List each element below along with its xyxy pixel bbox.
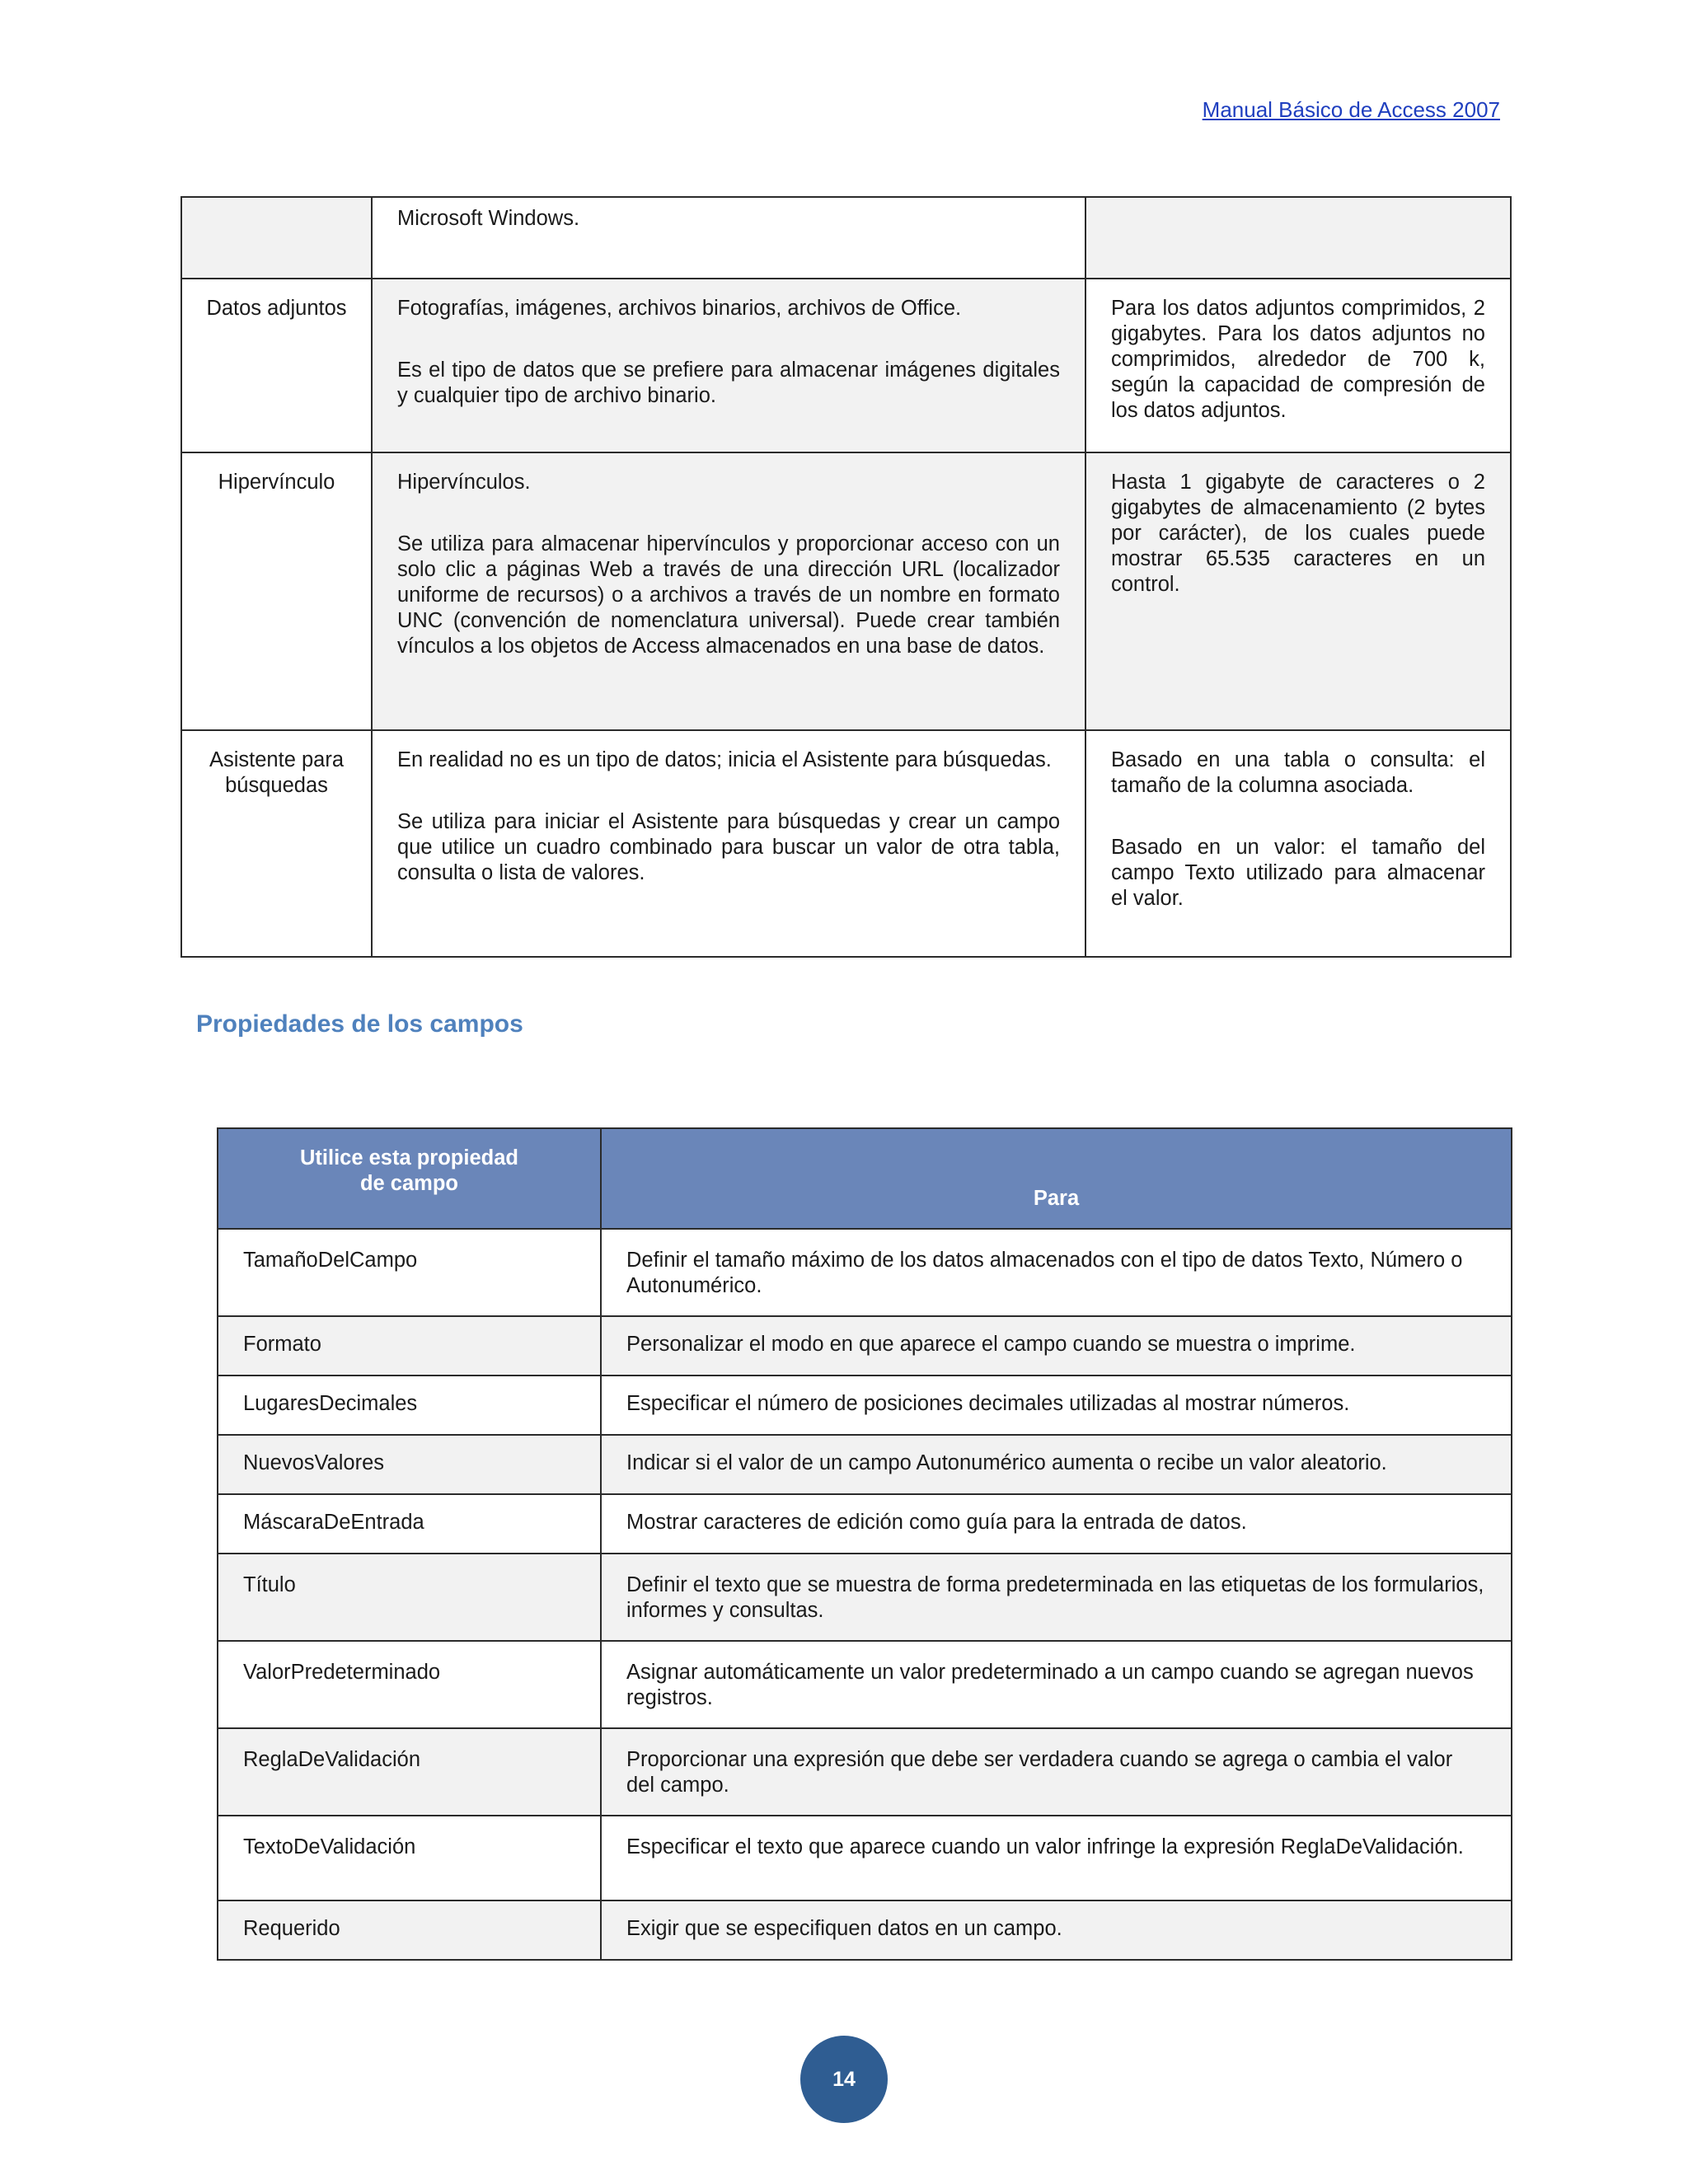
data-type-cell: Asistente para búsquedas [181,730,372,957]
description-paragraph: En realidad no es un tipo de datos; inicia el Asistente para búsquedas. [397,748,1052,771]
header-line: Utilice esta propiedad [300,1146,518,1169]
field-properties-table [217,1127,1512,1961]
property-name-cell: LugaresDecimales [218,1376,601,1435]
property-name-cell: TextoDeValidación [218,1816,601,1900]
data-type-cell: Datos adjuntos [181,279,372,452]
header-manual-title-link[interactable]: Manual Básico de Access 2007 [1202,97,1500,122]
description-paragraph: Se utiliza para almacenar hipervínculos y proporcionar acceso con un solo clic a páginas Web a través de una dirección URL (localizador uniforme de recursos) o a archivos a través de un nombre en formato UNC (convención de nomenclatura universal). Puede crear también vínculos a los objetos de Access almacenados en una base de datos. [397,532,1060,658]
size-paragraph: Basado en un valor: el tamaño del campo Texto utilizado para almacenar el valor. [1111,836,1485,910]
table-row [218,1554,1512,1641]
description-paragraph: Fotografías, imágenes, archivos binarios, archivos de Office. [397,297,962,320]
property-purpose-cell: Mostrar caracteres de edición como guía para la entrada de datos. [601,1494,1512,1554]
property-purpose-cell: Indicar si el valor de un campo Autonumérico aumenta o recibe un valor aleatorio. [601,1435,1512,1494]
table-row [218,1229,1512,1316]
property-purpose-cell: Proporcionar una expresión que debe ser verdadera cuando se agrega o cambia el valor del campo. [601,1728,1512,1816]
description-paragraph: Hipervínculos. [397,471,531,494]
table-row [218,1494,1512,1554]
table-row [218,1816,1512,1900]
table-row [181,279,1511,452]
description-paragraph: Se utiliza para iniciar el Asistente para búsquedas y crear un campo que utilice un cuadro combinado para buscar un valor de otra tabla, consulta o lista de valores. [397,810,1060,884]
column-header-purpose: Para [601,1128,1512,1229]
data-type-description-cell [372,452,1085,730]
size-paragraph: Para los datos adjuntos comprimidos, 2 gigabytes. Para los datos adjuntos no comprimidos, alrededor de 700 k, según la capacidad de compresión de los datos adjuntos. [1111,297,1485,422]
table-row [218,1900,1512,1960]
table-row [218,1641,1512,1728]
table-row [218,1316,1512,1376]
size-paragraph: Basado en una tabla o consulta: el tamaño de la columna asociada. [1111,748,1485,797]
table-row [181,197,1511,279]
section-heading: Propiedades de los campos [196,1010,523,1038]
table-row [218,1728,1512,1816]
table-row [181,452,1511,730]
table-row [181,730,1511,957]
page-number: 14 [832,2067,856,2091]
data-type-size-cell [1085,197,1511,279]
data-type-cell [181,197,372,279]
data-type-description-cell [372,279,1085,452]
property-name-cell: Título [218,1554,601,1641]
size-paragraph: Hasta 1 gigabyte de caracteres o 2 gigabytes de almacenamiento (2 bytes por carácter), de los cuales puede mostrar 65.535 caracteres en un control. [1111,471,1485,596]
property-purpose-cell: Especificar el texto que aparece cuando un valor infringe la expresión ReglaDeValidación. [601,1816,1512,1900]
column-header-property [218,1128,601,1229]
table-row [218,1435,1512,1494]
property-purpose-cell: Personalizar el modo en que aparece el campo cuando se muestra o imprime. [601,1316,1512,1376]
table-row [218,1376,1512,1435]
description-paragraph: Microsoft Windows. [397,207,580,230]
data-type-size-cell [1085,279,1511,452]
property-name-cell: Formato [218,1316,601,1376]
property-purpose-cell: Asignar automáticamente un valor predeterminado a un campo cuando se agregan nuevos registros. [601,1641,1512,1728]
property-name-cell: MáscaraDeEntrada [218,1494,601,1554]
table-header-row [218,1128,1512,1229]
property-name-cell: Requerido [218,1900,601,1960]
property-name-cell: TamañoDelCampo [218,1229,601,1316]
page-number-badge [800,2036,888,2123]
property-name-cell: NuevosValores [218,1435,601,1494]
data-type-description-cell [372,197,1085,279]
property-purpose-cell: Especificar el número de posiciones decimales utilizadas al mostrar números. [601,1376,1512,1435]
data-type-cell: Hipervínculo [181,452,372,730]
data-type-size-cell [1085,452,1511,730]
data-types-table [181,196,1512,958]
data-type-size-cell [1085,730,1511,957]
property-purpose-cell: Definir el texto que se muestra de forma predeterminada en las etiquetas de los formularios, informes y consultas. [601,1554,1512,1641]
property-name-cell: ReglaDeValidación [218,1728,601,1816]
data-type-description-cell [372,730,1085,957]
header-line: de campo [359,1172,459,1195]
property-purpose-cell: Definir el tamaño máximo de los datos almacenados con el tipo de datos Texto, Número o Autonumérico. [601,1229,1512,1316]
property-purpose-cell: Exigir que se especifiquen datos en un campo. [601,1900,1512,1960]
property-name-cell: ValorPredeterminado [218,1641,601,1728]
description-paragraph: Es el tipo de datos que se prefiere para almacenar imágenes digitales y cualquier tipo de archivo binario. [397,359,1060,407]
